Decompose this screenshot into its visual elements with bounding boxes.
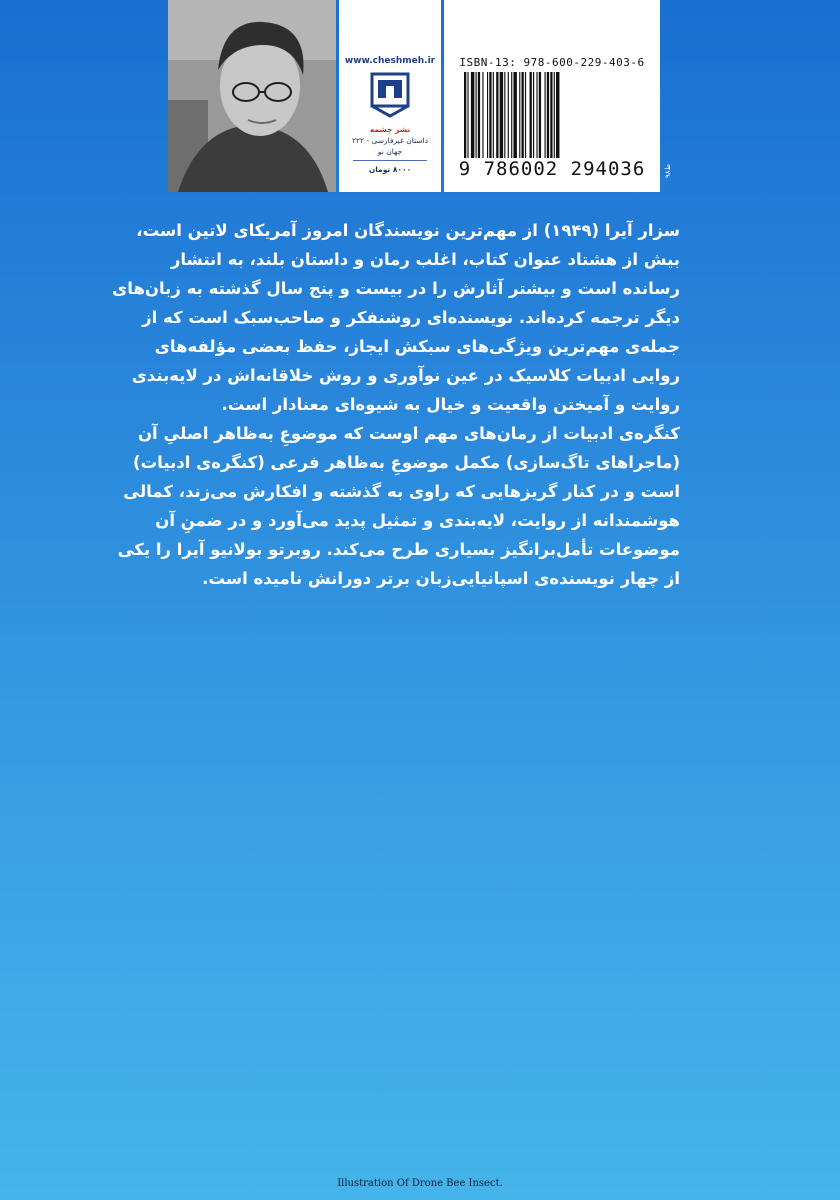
- price: ۸۰۰۰ تومان: [368, 165, 412, 174]
- blurb-line: سزار آیرا (۱۹۴۹) از مهم‌ترین نویسندگان امروز آمریکای لاتین است،: [136, 221, 680, 240]
- blurb-line: کنگره‌ی ادبیات از رمان‌های مهم اوست که موضوعِ به‌ظاهر اصلیِ آن: [137, 424, 680, 443]
- back-cover-blurb: [112, 216, 680, 593]
- blurb-line: روایی ادبیات کلاسیک در عین نوآوری و روش خلاقانه‌اش در لایه‌بندی: [131, 366, 680, 385]
- blurb-line: است و در کنار گریزهایی که راوی به گذشته و افکارش می‌زند، کمالی: [123, 482, 680, 501]
- publisher-box: [339, 0, 441, 192]
- blurb-line: جمله‌ی مهم‌ترین ویژگی‌های سبکش ایجاز، حفظ بعضی مؤلفه‌های: [154, 337, 680, 356]
- divider: [353, 160, 427, 161]
- publisher-series: داستان غیرفارسی - ۲۲۲: [351, 136, 429, 145]
- publisher-logo-icon: [370, 72, 410, 118]
- blurb-line: دیگر ترجمه کرده‌اند. نویسنده‌ای روشنفکر و صاحب‌سبک است که از: [142, 308, 680, 327]
- blurb-line: بیش از هشتاد عنوان کتاب، اغلب رمان و داستان بلند، به انتشار: [170, 250, 680, 269]
- blurb-line: از چهار نویسنده‌ی اسپانیایی‌زبان برتر دورانش نامیده است.: [202, 569, 680, 588]
- publisher-url[interactable]: www.cheshmeh.ir: [344, 56, 436, 66]
- blurb-line: موضوعات تأمل‌برانگیز بسیاری طرح می‌کند. روبرتو بولانیو آیرا را یکی: [117, 540, 680, 559]
- blurb-line: (ماجراهای تاگ‌سازی) مکمل موضوعِ به‌ظاهر فرعی (کنگره‌ی ادبیات): [133, 453, 680, 472]
- blurb-line: روایت و آمیختن واقعیت و خیال به شیوه‌ای معنادار است.: [221, 395, 680, 414]
- publisher-imprint: نشر چشمه: [369, 125, 411, 134]
- blurb-line: رسانده است و بیشتر آثارش را در بیست و پنج سال گذشته به زبان‌های: [112, 279, 680, 298]
- author-photo: [168, 0, 336, 192]
- barcode-box: [444, 0, 660, 192]
- blurb-line: هوشمندانه از روایت، لایه‌بندی و تمثیل پدید می‌آورد و در ضمنِ آن: [155, 511, 680, 530]
- illustration-credit: Illustration Of Drone Bee Insect.: [337, 1178, 503, 1189]
- publisher-collection: جهان نو: [377, 147, 403, 156]
- barcode-icon: [464, 72, 640, 158]
- barcode-number: 9 786002 294036: [458, 158, 646, 180]
- side-mark: ط۹۸: [664, 163, 672, 178]
- isbn-label: ISBN-13: 978-600-229-403-6: [459, 56, 645, 69]
